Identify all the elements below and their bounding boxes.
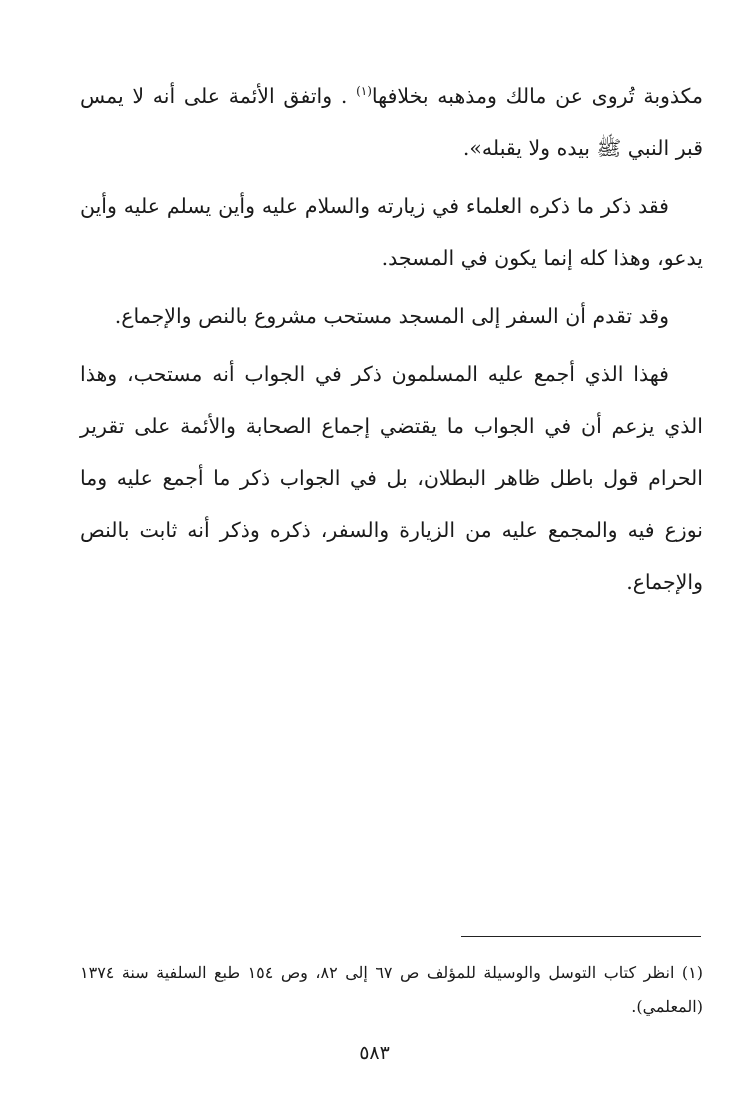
footnote-separator [461,936,701,937]
paragraph-1-text: مكذوبة تُروى عن مالك ومذهبه بخلافها [371,84,703,108]
footnote: (١) انظر كتاب التوسل والوسيلة للمؤلف ص ٦٧ إلى ٨٢، وص ١٥٤ طبع السلفية سنة ١٣٧٤ (المعلمي). [80,963,703,1016]
page-number: ٥٨٣ [359,1042,390,1064]
paragraph-1-rest: . واتفق الأئمة على أنه لا يمس قبر النبي ﷺ بيده ولا يقبله». [80,84,703,160]
paragraph-3: وقد تقدم أن السفر إلى المسجد مستحب مشروع بالنص والإجماع. [114,304,669,328]
paragraph-1 [80,70,703,174]
main-text [80,70,703,614]
paragraph-2: فقد ذكر ما ذكره العلماء في زيارته والسلام عليه وأين يسلم عليه وأين يدعو، وهذا كله إنما يكون في المسجد. [80,194,703,270]
footnote-reference: (١) [356,84,372,99]
paragraph-4: فهذا الذي أجمع عليه المسلمون ذكر في الجواب أنه مستحب، وهذا الذي يزعم أن في الجواب ما يقتضي إجماع الصحابة والأئمة على تقرير الحرام قول باطل ظاهر البطلان، بل في الجواب ذكر ما أجمع عليه وما نوزع فيه والمجمع عليه من الزيارة والسفر، ذكره وذكر أنه ثابت بالنص والإجماع. [80,362,703,594]
